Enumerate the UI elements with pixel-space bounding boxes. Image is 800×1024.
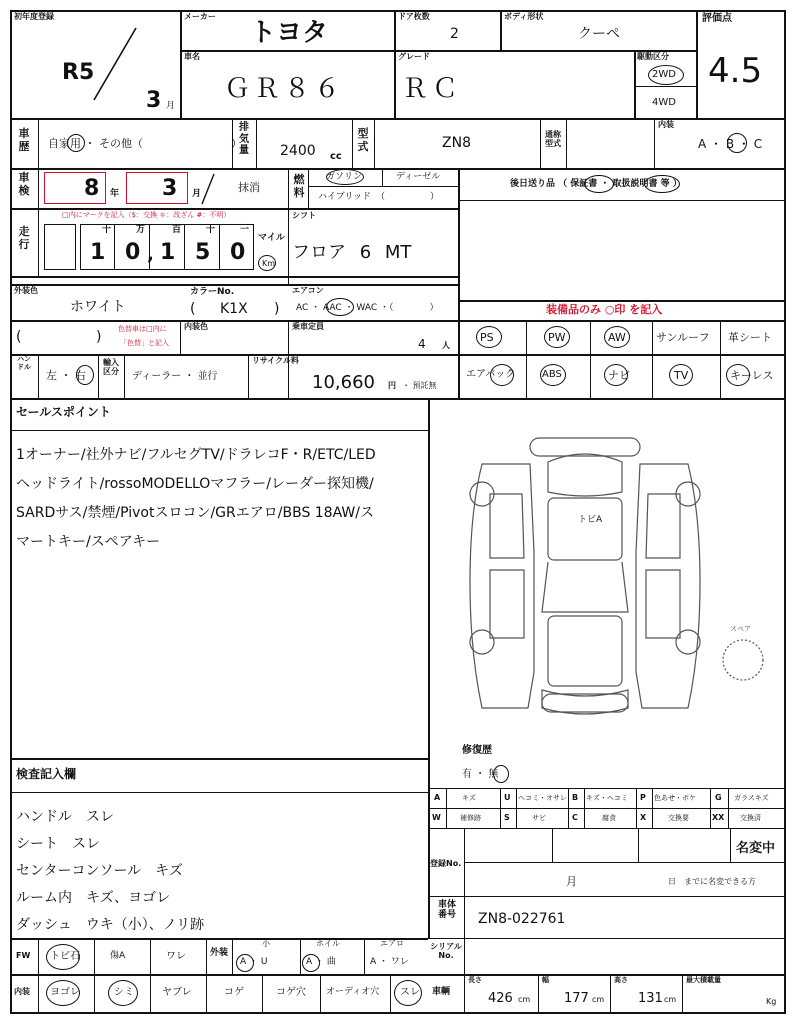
legend-code: X — [640, 813, 647, 822]
displacement-label: 排気量 — [239, 122, 249, 156]
wheel-label: ホイル — [316, 939, 340, 948]
first-reg-label: 初年度登録 — [14, 12, 54, 21]
circle-mark — [108, 980, 138, 1006]
fuel-label: 燃料 — [293, 173, 305, 199]
int-item: シミ — [114, 987, 134, 998]
small-label: 小 — [262, 939, 270, 948]
sales-line: SARDサス/禁煙/Pivotスロコン/GRエアロ/BBS 18AW/ス — [16, 505, 374, 521]
equip-ps: PS — [480, 331, 494, 344]
circle-mark — [67, 134, 85, 152]
circle-mark — [544, 326, 570, 348]
length-value: 426 — [488, 991, 513, 1006]
legend-desc: キズ・ヘコミ — [586, 794, 628, 802]
width-value: 177 — [564, 991, 589, 1006]
equip-tv: TV — [674, 369, 689, 382]
year-unit: 年 — [110, 189, 120, 199]
name-change: 名変中 — [736, 841, 776, 856]
aero-value: A ・ ワレ — [370, 957, 409, 967]
car-diagram — [430, 402, 784, 732]
circle-mark — [302, 954, 320, 972]
inspection-note: センターコンソール キズ — [16, 863, 183, 879]
registration-label: 登録No. — [430, 859, 462, 868]
fuel-diesel: ディーゼル — [396, 172, 441, 182]
int-item: コゲ — [224, 987, 244, 998]
repair-label: 修復歴 — [462, 745, 492, 756]
cc-unit: cc — [330, 151, 342, 162]
sales-line: マートキー/スペアキー — [16, 534, 161, 550]
fw-item: 傷A — [110, 951, 126, 961]
legend-desc: 腐食 — [602, 814, 616, 822]
color-change-note-1: 色替車は□内に — [118, 325, 167, 333]
circle-mark — [236, 954, 254, 972]
legend-code: XX — [712, 813, 725, 822]
aircon-value: AC ・ AAC ・ WAC ・（ ） — [296, 303, 439, 313]
mileage-note: □内にマークを記入（$：交換 ＊：改ざん #：不明） — [62, 211, 231, 219]
equip-pw: PW — [548, 331, 566, 344]
model-label: 型式 — [357, 127, 369, 153]
vin-label: 車体番号 — [437, 900, 456, 921]
handle-label: ハンドル — [17, 355, 31, 371]
circle-mark — [46, 944, 80, 970]
circle-mark — [726, 364, 750, 386]
legend-code: S — [504, 813, 510, 822]
circle-mark — [644, 175, 680, 193]
auction-sheet — [10, 10, 786, 1014]
drive-label: 駆動区分 — [637, 52, 669, 61]
common-model-label: 通称型式 — [545, 130, 561, 149]
grade-value: ＲＣ — [402, 74, 463, 104]
exterior-value: ホワイト — [70, 299, 126, 315]
circle-mark — [490, 364, 514, 386]
legend-desc: 補修跡 — [460, 814, 481, 822]
circle-mark — [669, 364, 693, 386]
circle-mark — [493, 765, 509, 783]
interior-color-label: 内装色 — [184, 322, 208, 331]
reg-month: 3 — [146, 88, 162, 113]
circle-mark — [258, 255, 276, 271]
circle-mark — [326, 298, 354, 316]
int-label: 内装 — [14, 987, 30, 996]
legend-desc: 交換要 — [668, 814, 689, 822]
drive-2wd: 2WD — [652, 69, 676, 80]
circle-mark — [540, 364, 566, 386]
later-docs: 後日送り品 （ 保証書 ・ 取扱説明書 等 ） — [510, 179, 682, 189]
equip-abs: ABS — [542, 369, 562, 380]
shift-label: シフト — [292, 211, 316, 220]
grade-label: グレード — [398, 52, 430, 61]
mileage-digit-2: 0 — [125, 240, 141, 265]
model-value: ZN8 — [442, 135, 471, 151]
equip-keyless: キーレス — [730, 369, 774, 382]
shift-value: フロア 6 MT — [292, 242, 412, 263]
int-item: スレ — [400, 987, 420, 998]
import-label: 輸入区分 — [103, 358, 119, 377]
legend-desc: ガラスキズ — [734, 794, 769, 802]
legend-desc: キズ — [462, 794, 476, 802]
insp-month-box — [126, 172, 188, 204]
doors-value: 2 — [450, 26, 459, 42]
fw-label: FW — [16, 951, 31, 960]
circle-mark — [604, 364, 628, 386]
circle-mark — [727, 133, 747, 153]
interior-grade: A ・ B ・ C — [698, 137, 763, 151]
equip-airbag: エアバック — [466, 369, 516, 380]
unit-ichi: 一 — [240, 225, 250, 235]
equip-aw: AW — [608, 331, 626, 344]
recycle-amount: 10,660 — [312, 372, 375, 393]
max-load-unit: Kg — [766, 997, 777, 1006]
exterior-label: 外装色 — [14, 286, 38, 295]
damage-mark: トビA — [578, 515, 603, 525]
recycle-status: ・ 預託無 — [402, 381, 437, 390]
inspection-note: ルーム内 キズ、ヨゴレ — [16, 890, 171, 906]
height-value: 131 — [638, 991, 663, 1006]
width-label: 幅 — [542, 976, 549, 984]
mileage-digit-3: 1 — [160, 240, 176, 265]
capacity-label: 乗車定員 — [292, 322, 324, 331]
width-unit: cm — [592, 995, 605, 1004]
capacity-unit: 人 — [442, 341, 450, 350]
inspection-label: 車検 — [18, 171, 30, 197]
length-unit: cm — [518, 995, 531, 1004]
sales-line: 1オーナー/社外ナビ/フルセグTV/ドラレコF・R/ETC/LED — [16, 447, 376, 463]
height-unit: cm — [664, 995, 677, 1004]
reg-era: R5 — [62, 60, 95, 85]
max-load-label: 最大積載量 — [686, 976, 721, 984]
circle-mark — [76, 365, 94, 385]
color-no-label: カラーNo. — [190, 287, 235, 297]
body-label: ボディ形状 — [504, 12, 544, 21]
month-unit: 月 — [192, 189, 202, 199]
recycle-unit: 円 — [388, 381, 396, 390]
color-paren-close: ) — [274, 301, 280, 317]
size-label: 車輌 — [432, 987, 451, 997]
mileage-digit-4: 5 — [195, 240, 211, 265]
color-change-paren-close: ) — [96, 329, 102, 345]
int-item: ヨゴレ — [50, 987, 80, 998]
aero-label: エアロ — [380, 939, 404, 948]
circle-mark — [648, 65, 684, 85]
name-label: 車名 — [184, 52, 200, 61]
wheel-value: A ・ 曲 — [306, 957, 336, 967]
fuel-hybrid-paren: （ ） — [376, 192, 440, 202]
circle-mark — [326, 169, 364, 185]
fw-item: ワレ — [166, 951, 186, 962]
import-value: ディーラー ・ 並行 — [132, 371, 218, 382]
length-label: 長さ — [468, 976, 482, 984]
slash-mark — [198, 172, 218, 206]
serial-label: シリアルNo. — [430, 942, 462, 961]
score-label: 評価点 — [702, 13, 732, 24]
circle-mark — [604, 326, 630, 348]
mile-label: マイル — [258, 233, 285, 243]
displacement-value: 2400 — [280, 143, 316, 159]
legend-code: C — [572, 813, 578, 822]
unit-jyu: 十 — [102, 225, 112, 235]
unit-hyaku: 百 — [172, 225, 182, 235]
recycle-label: リサイクル料 — [252, 356, 299, 365]
legend-desc: ヘコミ・オサレ — [518, 794, 567, 802]
score-value: 4.5 — [708, 51, 763, 91]
inspection-notes-title: 検査記入欄 — [16, 767, 77, 781]
insp-year: 8 — [84, 176, 100, 201]
mileage-label: 走行 — [18, 225, 30, 251]
aircon-label: エアコン — [292, 286, 324, 295]
handle-value: 左 ・ 右 — [46, 369, 86, 382]
km-label: Km — [262, 259, 276, 268]
mileage-mark-box — [44, 224, 76, 270]
circle-mark — [394, 980, 422, 1006]
legend-code: A — [434, 793, 441, 802]
int-item: ヤブレ — [162, 987, 192, 998]
registration-month: 月 — [566, 875, 577, 888]
legend-code: W — [432, 813, 441, 822]
slash-mark — [90, 24, 140, 104]
ext-label: 外装 — [210, 948, 229, 958]
fuel-gasoline: ガソリン — [326, 172, 363, 182]
maker-label: メーカー — [184, 12, 216, 21]
equip-leather: 革シート — [728, 331, 772, 344]
capacity-value: 4 — [418, 337, 426, 351]
history-label: 車歴 — [18, 127, 30, 153]
height-label: 高さ — [614, 976, 628, 984]
mileage-comma: , — [147, 244, 154, 265]
mileage-digit-5: 0 — [230, 240, 246, 265]
inspection-note: ハンドル スレ — [16, 809, 114, 825]
mileage-digit-1: 1 — [90, 240, 106, 265]
legend-desc: サビ — [532, 814, 546, 822]
circle-mark — [584, 175, 614, 193]
color-change-note-2: 「色替」と記入 — [120, 339, 169, 347]
fw-item: トビ石 — [50, 951, 80, 962]
erased-label: 抹消 — [238, 181, 260, 194]
fuel-hybrid: ハイブリッド — [318, 192, 372, 202]
int-item: コゲ穴 — [276, 987, 306, 998]
sales-lines — [16, 448, 426, 564]
interior-label: 内装 — [658, 120, 674, 129]
unit-jyu2: 十 — [206, 225, 216, 235]
unit-man: 万 — [136, 225, 146, 235]
legend-code: G — [715, 793, 722, 802]
legend-desc: 色あせ・ボケ — [654, 794, 696, 802]
legend-code: P — [640, 793, 646, 802]
insp-month: 3 — [162, 176, 178, 201]
history-value: 自家用 ・ その他（ ） — [48, 137, 242, 150]
equip-heading: 装備品のみ ○印 を記入 — [546, 303, 663, 316]
color-change-paren-open: ( — [16, 329, 22, 345]
circle-mark — [476, 326, 502, 348]
small-value: A ・ U — [240, 957, 268, 967]
registration-deadline: 日 までに名変できる方 — [668, 877, 756, 886]
sales-title: セールスポイント — [16, 405, 111, 419]
body-value: クーペ — [578, 26, 620, 42]
doors-label: ドア枚数 — [398, 12, 430, 21]
legend-code: U — [504, 793, 511, 802]
equip-sunroof: サンルーフ — [656, 331, 710, 344]
equip-navi: ナビ — [608, 369, 630, 382]
reg-month-unit: 月 — [166, 101, 176, 111]
inspection-note: ダッシュ ウキ（小）、ノリ跡 — [16, 917, 205, 933]
color-paren-open: ( — [190, 301, 196, 317]
legend-desc: 交換済 — [740, 814, 761, 822]
name-value: ＧＲ８６ — [224, 74, 345, 104]
int-item: オーディオ穴 — [326, 987, 380, 997]
repair-value: 有 ・ 無 — [462, 769, 499, 780]
maker-value: トヨタ — [250, 18, 329, 48]
circle-mark — [46, 980, 80, 1006]
sales-line: ヘッドライト/rossoMODELLOマフラー/レーダー探知機/ — [16, 476, 374, 492]
legend-code: B — [572, 793, 579, 802]
spare-label: スペア — [730, 625, 751, 633]
drive-4wd: 4WD — [652, 97, 676, 108]
inspection-note: シート スレ — [16, 836, 100, 852]
vin-value: ZN8-022761 — [478, 911, 566, 927]
color-no-value: K1X — [220, 301, 248, 317]
